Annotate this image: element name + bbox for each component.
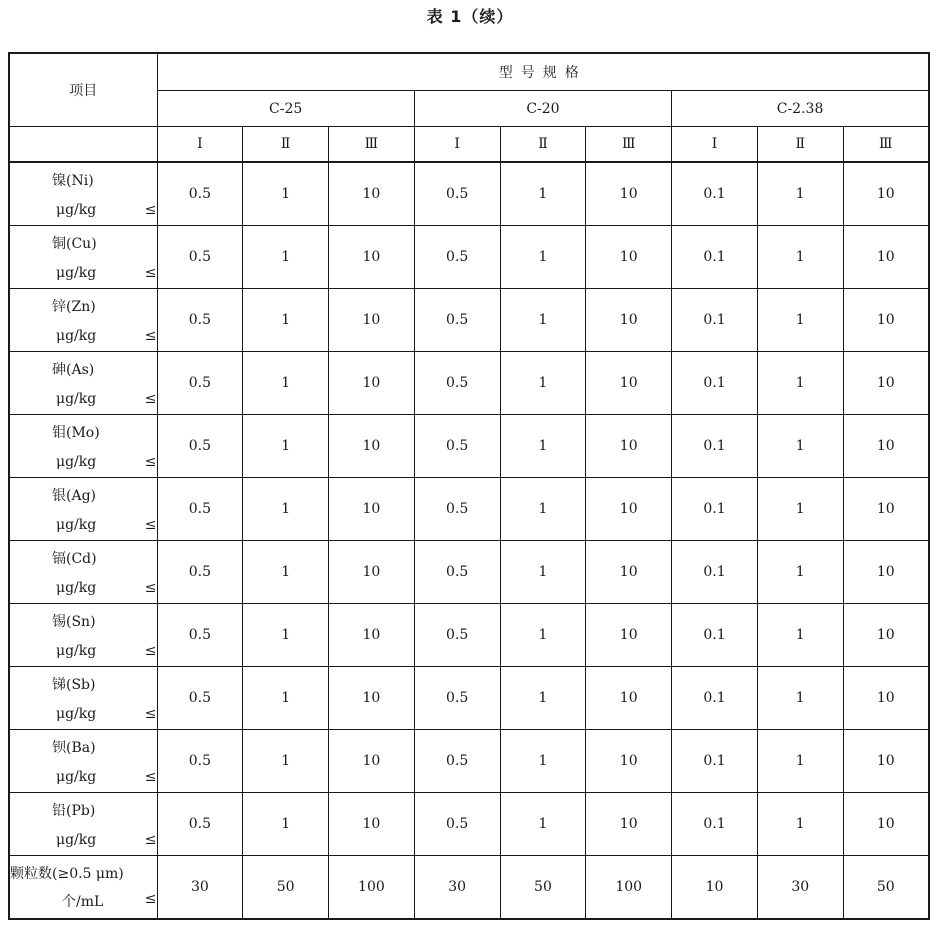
value-cell: 10 — [329, 352, 415, 415]
value-cell: 0.5 — [157, 541, 243, 604]
value-cell: 1 — [243, 415, 329, 478]
table-caption: 表 1（续） — [426, 7, 514, 26]
value-cell: 30 — [157, 856, 243, 920]
value-cell: 10 — [843, 352, 929, 415]
value-cell: 0.5 — [157, 289, 243, 352]
value-cell: 10 — [843, 541, 929, 604]
value-cell: 10 — [586, 541, 672, 604]
value-cell: 1 — [243, 730, 329, 793]
value-cell: 10 — [843, 415, 929, 478]
header-grade: Ⅲ — [843, 127, 929, 163]
value-cell: 1 — [757, 604, 843, 667]
limit-symbol: ≤ — [144, 643, 157, 659]
value-cell: 10 — [843, 226, 929, 289]
row-item-cell — [9, 730, 157, 793]
value-cell: 10 — [329, 793, 415, 856]
value-cell: 1 — [757, 415, 843, 478]
row-item-cell — [9, 162, 157, 226]
value-cell: 10 — [329, 478, 415, 541]
header-row-spec — [9, 53, 929, 91]
limit-symbol: ≤ — [144, 832, 157, 848]
value-cell: 1 — [500, 478, 586, 541]
item-unit: μg/kg — [56, 517, 97, 533]
value-cell: 1 — [243, 226, 329, 289]
value-cell: 0.1 — [672, 541, 758, 604]
value-cell: 1 — [757, 226, 843, 289]
value-cell: 10 — [586, 793, 672, 856]
value-cell: 0.5 — [157, 793, 243, 856]
value-cell: 0.5 — [157, 352, 243, 415]
item-unit: μg/kg — [56, 328, 97, 344]
value-cell: 1 — [757, 667, 843, 730]
value-cell: 50 — [843, 856, 929, 920]
value-cell: 10 — [329, 162, 415, 226]
value-cell: 10 — [586, 289, 672, 352]
value-cell: 100 — [329, 856, 415, 920]
item-unit: μg/kg — [56, 643, 97, 659]
header-grade: Ⅰ — [157, 127, 243, 163]
value-cell: 1 — [757, 478, 843, 541]
limit-symbol: ≤ — [144, 580, 157, 596]
limit-symbol: ≤ — [144, 391, 157, 407]
header-row-grades — [9, 127, 929, 163]
row-item-cell — [9, 352, 157, 415]
value-cell: 0.5 — [414, 162, 500, 226]
value-cell: 1 — [500, 162, 586, 226]
value-cell: 0.5 — [157, 478, 243, 541]
value-cell: 1 — [243, 352, 329, 415]
value-cell: 0.5 — [414, 541, 500, 604]
item-unit: μg/kg — [56, 454, 97, 470]
header-model: C-25 — [157, 91, 414, 127]
item-name: 钼(Mo) — [52, 425, 100, 441]
row-item-cell — [9, 289, 157, 352]
limit-symbol: ≤ — [144, 202, 157, 218]
item-unit: μg/kg — [56, 202, 97, 218]
header-spec-group: 型号规格 — [157, 53, 929, 91]
value-cell: 10 — [329, 226, 415, 289]
value-cell: 1 — [243, 793, 329, 856]
value-cell: 1 — [500, 793, 586, 856]
value-cell: 1 — [757, 289, 843, 352]
row-item-cell — [9, 541, 157, 604]
value-cell: 1 — [757, 541, 843, 604]
value-cell: 1 — [500, 541, 586, 604]
value-cell: 1 — [243, 541, 329, 604]
value-cell: 10 — [586, 478, 672, 541]
value-cell: 1 — [500, 415, 586, 478]
value-cell: 0.1 — [672, 604, 758, 667]
value-cell: 10 — [843, 667, 929, 730]
value-cell: 0.5 — [414, 289, 500, 352]
limit-symbol: ≤ — [144, 769, 157, 785]
value-cell: 10 — [329, 667, 415, 730]
item-name: 铅(Pb) — [52, 803, 96, 819]
value-cell: 100 — [586, 856, 672, 920]
item-name: 锌(Zn) — [52, 299, 96, 315]
table-row — [9, 226, 929, 289]
item-name: 铜(Cu) — [52, 236, 97, 252]
value-cell: 10 — [586, 667, 672, 730]
value-cell: 1 — [500, 730, 586, 793]
value-cell: 1 — [243, 162, 329, 226]
limit-symbol: ≤ — [144, 454, 157, 470]
value-cell: 10 — [329, 541, 415, 604]
value-cell: 0.1 — [672, 667, 758, 730]
value-cell: 0.5 — [157, 604, 243, 667]
table-row — [9, 541, 929, 604]
value-cell: 10 — [843, 162, 929, 226]
value-cell: 0.5 — [414, 604, 500, 667]
value-cell: 0.1 — [672, 289, 758, 352]
row-item-cell — [9, 667, 157, 730]
row-item-cell — [9, 604, 157, 667]
value-cell: 10 — [586, 226, 672, 289]
table-row — [9, 478, 929, 541]
limit-symbol: ≤ — [144, 891, 157, 907]
value-cell: 10 — [586, 415, 672, 478]
table-row — [9, 415, 929, 478]
table-body — [9, 162, 929, 919]
header-grade: Ⅱ — [757, 127, 843, 163]
row-item-cell — [9, 793, 157, 856]
value-cell: 50 — [243, 856, 329, 920]
value-cell: 1 — [757, 352, 843, 415]
value-cell: 1 — [757, 162, 843, 226]
header-model: C-2.38 — [672, 91, 929, 127]
table-row — [9, 856, 929, 920]
value-cell: 0.5 — [157, 667, 243, 730]
value-cell: 0.1 — [672, 793, 758, 856]
value-cell: 0.5 — [414, 730, 500, 793]
table-row — [9, 162, 929, 226]
limit-symbol: ≤ — [144, 517, 157, 533]
value-cell: 0.5 — [414, 415, 500, 478]
value-cell: 1 — [757, 793, 843, 856]
value-cell: 10 — [586, 352, 672, 415]
item-unit: μg/kg — [56, 769, 97, 785]
table-row — [9, 793, 929, 856]
value-cell: 50 — [500, 856, 586, 920]
item-unit: μg/kg — [56, 580, 97, 596]
value-cell: 1 — [500, 289, 586, 352]
value-cell: 0.5 — [414, 352, 500, 415]
header-grade: Ⅱ — [243, 127, 329, 163]
value-cell: 10 — [586, 730, 672, 793]
value-cell: 10 — [672, 856, 758, 920]
value-cell: 10 — [329, 604, 415, 667]
item-name: 砷(As) — [52, 362, 95, 378]
table-row — [9, 352, 929, 415]
header-grade: Ⅱ — [500, 127, 586, 163]
row-item-cell — [9, 415, 157, 478]
limit-symbol: ≤ — [144, 265, 157, 281]
value-cell: 10 — [329, 415, 415, 478]
spec-table — [8, 52, 930, 920]
item-name: 镉(Cd) — [52, 551, 97, 567]
item-unit: μg/kg — [56, 706, 97, 722]
value-cell: 0.5 — [157, 162, 243, 226]
value-cell: 1 — [243, 667, 329, 730]
value-cell: 0.5 — [157, 415, 243, 478]
value-cell: 10 — [843, 289, 929, 352]
value-cell: 0.1 — [672, 352, 758, 415]
value-cell: 1 — [243, 478, 329, 541]
table-row — [9, 667, 929, 730]
row-item-cell — [9, 478, 157, 541]
item-name: 银(Ag) — [52, 488, 96, 504]
value-cell: 10 — [586, 162, 672, 226]
value-cell: 0.5 — [414, 478, 500, 541]
value-cell: 30 — [757, 856, 843, 920]
item-name: 锡(Sn) — [52, 614, 96, 630]
header-item: 项目 — [9, 53, 157, 127]
value-cell: 1 — [500, 604, 586, 667]
value-cell: 10 — [843, 730, 929, 793]
value-cell: 10 — [329, 289, 415, 352]
item-name: 锑(Sb) — [52, 677, 96, 693]
row-item-cell — [9, 226, 157, 289]
value-cell: 1 — [500, 226, 586, 289]
table-row — [9, 604, 929, 667]
value-cell: 0.1 — [672, 730, 758, 793]
limit-symbol: ≤ — [144, 706, 157, 722]
table-row — [9, 730, 929, 793]
header-model: C-20 — [414, 91, 671, 127]
value-cell: 1 — [243, 604, 329, 667]
value-cell: 0.5 — [157, 730, 243, 793]
value-cell: 0.5 — [414, 667, 500, 730]
value-cell: 10 — [586, 604, 672, 667]
value-cell: 0.1 — [672, 415, 758, 478]
value-cell: 0.1 — [672, 226, 758, 289]
table-row — [9, 289, 929, 352]
item-unit: 个/mL — [62, 894, 104, 910]
value-cell: 1 — [500, 667, 586, 730]
value-cell: 10 — [329, 730, 415, 793]
value-cell: 1 — [757, 730, 843, 793]
header-grade: Ⅲ — [329, 127, 415, 163]
value-cell: 10 — [843, 478, 929, 541]
limit-symbol: ≤ — [144, 328, 157, 344]
value-cell: 10 — [843, 604, 929, 667]
value-cell: 1 — [243, 289, 329, 352]
header-grade: Ⅲ — [586, 127, 672, 163]
header-grade: Ⅰ — [672, 127, 758, 163]
row-item-cell — [9, 856, 157, 920]
item-name: 颗粒数(≥0.5 μm) — [10, 866, 124, 882]
value-cell: 0.1 — [672, 162, 758, 226]
item-unit: μg/kg — [56, 265, 97, 281]
value-cell: 10 — [843, 793, 929, 856]
item-unit: μg/kg — [56, 832, 97, 848]
value-cell: 1 — [500, 352, 586, 415]
value-cell: 0.5 — [414, 793, 500, 856]
item-unit: μg/kg — [56, 391, 97, 407]
header-grade-blank — [9, 127, 157, 163]
header-grade: Ⅰ — [414, 127, 500, 163]
item-name: 钡(Ba) — [52, 740, 96, 756]
value-cell: 0.5 — [414, 226, 500, 289]
value-cell: 0.1 — [672, 478, 758, 541]
value-cell: 0.5 — [157, 226, 243, 289]
value-cell: 30 — [414, 856, 500, 920]
item-name: 镍(Ni) — [52, 173, 94, 189]
